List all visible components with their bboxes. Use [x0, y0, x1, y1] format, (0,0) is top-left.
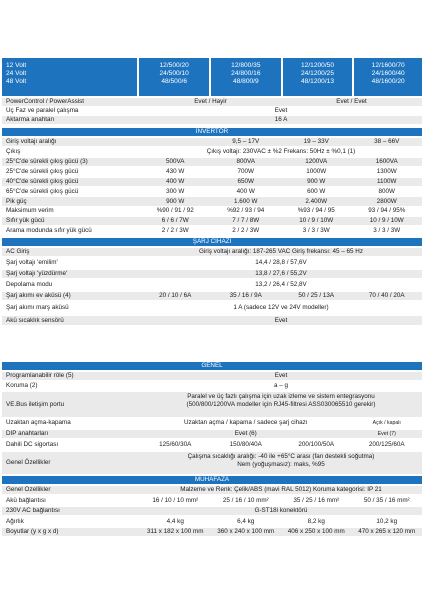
row-label: Pik güç — [6, 197, 27, 205]
row-label: Sıfır yük gücü — [6, 217, 45, 225]
row-value: Evet — [274, 316, 288, 324]
row-label: Genel Özellikler — [6, 486, 51, 494]
row-value-line: Çalışma sıcaklığı aralığı: -40 ile +65°C arası (fan destekli soğutma) — [187, 453, 375, 460]
row-value: 38 – 66V — [374, 138, 400, 146]
table-row — [2, 227, 422, 235]
row-label: Koruma (2) — [6, 382, 38, 390]
row-value-line: Nem (yoğuşmasız): maks, %95 — [237, 460, 325, 468]
row-value: Açık / kapalı — [372, 420, 401, 427]
row-value: 1200VA — [305, 157, 328, 165]
model-name: 48/500/6 — [161, 77, 188, 85]
row-label: 40°C'de sürekli çıkış gücü — [6, 177, 79, 185]
row-value: 360 x 240 x 100 mm — [217, 528, 275, 536]
row-value: 14,4 / 28,8 / 57,6V — [255, 259, 307, 267]
model-col-1 — [139, 58, 209, 96]
row-label: Aktarma anahtarı — [6, 116, 55, 124]
table-row — [2, 441, 422, 449]
table-row — [2, 392, 422, 417]
table-row — [2, 158, 422, 166]
row-label: 25°C'de sürekli çıkış gücü — [6, 167, 79, 175]
row-value: 406 x 250 x 100 mm — [287, 528, 345, 536]
row-value: 700W — [237, 167, 254, 175]
row-label: Genel Özellikler — [6, 459, 51, 467]
row-value: 13,8 / 27,6 / 55,2V — [255, 270, 307, 278]
row-value: Evet (7) — [377, 431, 396, 438]
row-label: Üç Faz ve paralel çalışma — [6, 107, 79, 115]
row-value: 2 / 2 / 3W — [232, 227, 260, 235]
row-label: 25°C'de sürekli çıkış gücü (3) — [6, 157, 88, 165]
row-value: %90 / 91 / 92 — [156, 207, 194, 215]
row-value: 200/100/50A — [298, 441, 335, 449]
row-value: 13,2 / 26,4 / 52,8V — [255, 281, 307, 289]
row-label: PowerControl / PowerAssist — [6, 98, 85, 106]
row-label: VE.Bus iletişim portu — [6, 400, 65, 408]
table-row — [2, 197, 422, 205]
table-row — [2, 372, 422, 380]
row-value: 4,4 kg — [166, 517, 184, 525]
row-label: Şarj akımı marş aküsü — [6, 304, 69, 312]
row-value: 93 / 94 / 95% — [368, 207, 406, 215]
row-value: 19 – 33V — [303, 138, 329, 146]
row-value: 7 / 7 / 8W — [232, 217, 260, 225]
row-value: 35 / 16 / 9A — [229, 292, 262, 300]
row-value: a – g — [273, 382, 288, 390]
model-name: 24/800/16 — [231, 69, 261, 77]
table-row — [2, 281, 422, 289]
row-value: 600 W — [307, 187, 326, 195]
row-value: 16 / 10 / 10 mm² — [152, 496, 199, 504]
table-row — [2, 497, 422, 505]
row-label: Uzaktan açma-kapama — [6, 419, 71, 427]
voltage-labels — [2, 58, 137, 96]
model-col-2 — [211, 58, 281, 96]
row-value: Giriş voltajı aralığı: 187-265 VAC Giriş frekansı: 45 – 65 Hz — [198, 248, 364, 256]
table-row — [2, 138, 422, 146]
table-row — [2, 382, 422, 390]
table-row — [2, 419, 422, 427]
row-label: Arama modunda sıfır yük gücü — [6, 227, 92, 235]
table-row — [2, 98, 422, 106]
row-value: 9,5 – 17V — [232, 138, 260, 146]
table-row — [2, 248, 422, 256]
row-value: Çıkış voltajı: 230VAC ± %2 Frekans: 50Hz ± %0,1 (1) — [206, 148, 356, 156]
row-label: Şarj akımı ev aküsü (4) — [6, 292, 71, 300]
row-value: 400 W — [236, 187, 255, 195]
voltage-48: 48 Volt — [6, 77, 27, 85]
row-value: 25 / 16 / 10 mm² — [222, 496, 269, 504]
row-value: Malzeme ve Renk: Çelik/ABS (mavi RAL 5012) Koruma kategorisi: IP 21 — [180, 486, 382, 494]
voltage-12: 12 Volt — [6, 62, 27, 69]
table-row — [2, 148, 422, 156]
table-row — [2, 304, 422, 312]
row-value: Evet — [274, 107, 288, 115]
row-value: 3 / 3 / 3W — [302, 227, 330, 235]
model-name: 12/1600/70 — [371, 62, 405, 69]
row-label: Ağırlık — [6, 517, 24, 525]
row-label: Programlanabilir röle (5) — [6, 372, 74, 380]
row-value: 200/125/60A — [368, 441, 405, 449]
model-name: 48/1200/13 — [300, 77, 334, 85]
table-row — [2, 528, 422, 536]
row-label: Akü bağlantısı — [6, 496, 46, 504]
row-value — [140, 138, 211, 146]
row-value: 35 / 25 / 16 mm² — [293, 496, 340, 504]
row-label: Giriş voltajı aralığı — [6, 138, 57, 146]
row-value: 10 / 9 / 10W — [369, 217, 404, 225]
row-value: 50 / 25 / 13A — [298, 292, 335, 300]
row-label: AC Giriş — [6, 248, 30, 256]
section-inverter: İNVERTÖR — [2, 128, 422, 136]
row-value: 2.400W — [305, 197, 328, 205]
row-value: Evet (6) — [234, 430, 257, 438]
row-label: Depolama modu — [6, 281, 53, 289]
table-row — [2, 316, 422, 324]
row-value: 800W — [378, 187, 395, 195]
row-label: Dahili DC sigortası — [6, 441, 59, 449]
model-name: 12/1200/50 — [300, 62, 334, 69]
row-value: Uzaktan açma / kapama / sadece şarj cihazı — [183, 419, 308, 427]
row-value: 10 / 9 / 10W — [299, 217, 334, 225]
row-value: 1 A (sadece 12V ve 24V modeller) — [233, 304, 329, 312]
model-col-3 — [283, 58, 353, 96]
row-label: 65°C'de sürekli çıkış gücü — [6, 187, 79, 195]
row-label: Boyutlar (y x g x d) — [6, 528, 59, 536]
row-value: 3 / 3 / 3W — [373, 227, 401, 235]
row-value: 125/60/30A — [159, 441, 192, 449]
row-value: 650W — [237, 177, 254, 185]
row-value: 1.600 W — [234, 197, 258, 205]
row-value: Evet / Evet — [336, 98, 367, 106]
table-row — [2, 116, 422, 124]
row-value: 20 / 10 / 6A — [159, 292, 192, 300]
table-row — [2, 178, 422, 186]
row-value: 800VA — [236, 157, 255, 165]
row-value: Evet — [274, 372, 288, 380]
model-name: 24/500/10 — [159, 69, 189, 77]
model-name: 48/1600/20 — [371, 77, 405, 85]
row-value: 50 / 35 / 16 mm² — [363, 496, 410, 504]
row-value-line: (500/800/1200VA modeller için RJ45-filtresi ASS030065510 gerekir) — [186, 400, 376, 408]
row-value: Evet / Hayir — [194, 98, 227, 106]
row-value: 1600VA — [375, 157, 398, 165]
row-value: 470 x 265 x 120 mm — [358, 528, 416, 536]
row-value: 400 W — [166, 177, 185, 185]
row-label: Şarj voltajı 'emilim' — [6, 259, 58, 267]
section-general: GENEL — [2, 362, 422, 370]
table-row — [2, 507, 422, 515]
row-value: 70 / 40 / 20A — [368, 292, 405, 300]
row-value-line: Paralel ve üç fazlı çalışma için uzak izleme ve sistem entegrasyonu — [187, 393, 375, 400]
row-label: Çıkış — [6, 148, 21, 156]
section-enclosure: MUHAFAZA — [2, 476, 422, 484]
table-row — [2, 486, 422, 494]
row-value: 900 W — [166, 197, 185, 205]
table-header — [2, 58, 422, 96]
row-label: DIP anahtarları — [6, 430, 49, 438]
model-name: 24/1200/25 — [300, 69, 334, 77]
model-name: 12/500/20 — [159, 62, 189, 69]
row-value: 2800W — [376, 197, 397, 205]
table-row — [2, 518, 422, 526]
table-row — [2, 207, 422, 215]
voltage-24: 24 Volt — [6, 69, 27, 77]
table-row — [2, 188, 422, 196]
table-row — [2, 107, 422, 115]
row-value: 300 W — [166, 187, 185, 195]
row-value: 2 / 2 / 3W — [161, 227, 189, 235]
row-value: 150/80/40A — [229, 441, 262, 449]
model-name: 12/800/35 — [231, 62, 261, 69]
table-row — [2, 430, 422, 438]
row-label: Şarj voltajı 'yüzdürme' — [6, 270, 68, 278]
row-value: 430 W — [166, 167, 185, 175]
row-value: 6,4 kg — [237, 517, 255, 525]
table-row — [2, 259, 422, 267]
row-value: %92 / 93 / 94 — [227, 207, 265, 215]
table-row — [2, 168, 422, 176]
row-label: Maksimum verim — [6, 207, 54, 215]
table-row — [2, 452, 422, 474]
row-value: 8,2 kg — [307, 517, 325, 525]
table-row — [2, 217, 422, 225]
table-row — [2, 270, 422, 278]
row-value: 1300W — [376, 167, 397, 175]
row-value: 16 A — [274, 116, 288, 124]
row-value: 6 / 6 / 7W — [161, 217, 189, 225]
model-name: 48/800/9 — [233, 77, 259, 85]
model-name: 24/1600/40 — [371, 69, 405, 77]
model-col-4 — [354, 58, 422, 96]
row-value: 10,2 kg — [376, 517, 398, 525]
row-value: 1000W — [306, 167, 327, 175]
row-value: %93 / 94 / 95 — [297, 207, 335, 215]
row-value: 900 W — [307, 177, 326, 185]
row-label: Akü sıcaklık sensörü — [6, 316, 64, 324]
section-charger: ŞARJ CİHAZI — [2, 238, 422, 246]
table-row — [2, 292, 422, 300]
row-value: 311 x 182 x 100 mm — [146, 528, 204, 536]
row-value: 1100W — [377, 177, 397, 185]
row-value: G-ST18i konektörü — [254, 507, 308, 515]
row-value: 500VA — [166, 157, 185, 165]
row-label: 230V AC bağlantısı — [6, 507, 60, 515]
